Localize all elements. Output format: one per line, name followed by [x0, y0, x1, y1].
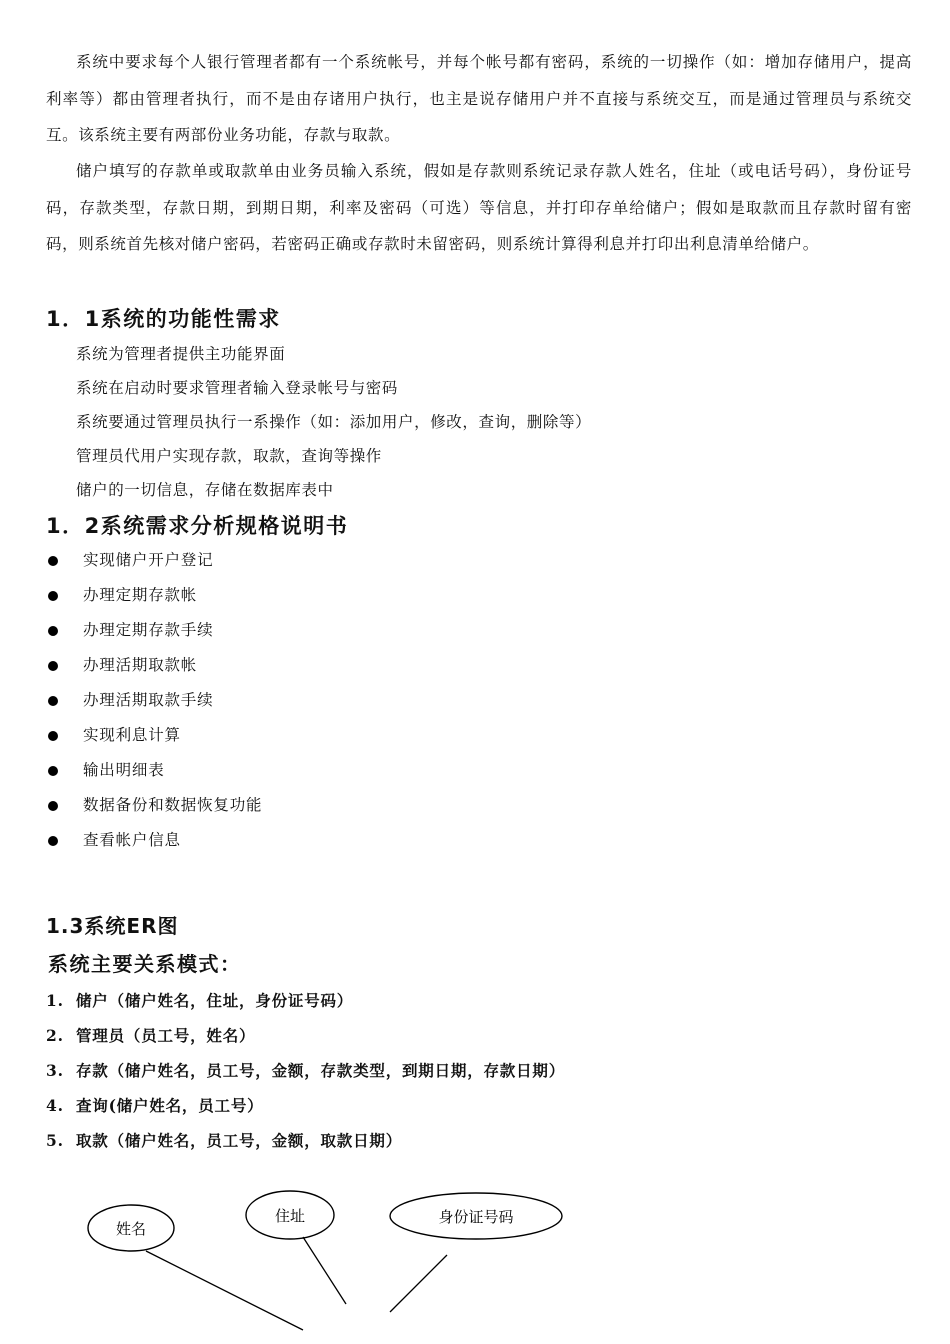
- connector-line: [146, 1251, 303, 1330]
- functional-requirements-list: [76, 337, 591, 507]
- bullet-item: 实现储户开户登记: [46, 543, 262, 578]
- intro-paragraph-2: 储户填写的存款单或取款单由业务员输入系统，假如是存款则系统记录存款人姓名，住址（或电话号码），身份证号码，存款类型，存款日期，到期日期，利率及密码（可选）等信息，并打印存单给储户；假如是取款而且存款时留有密码，则系统首先核对储户密码，若密码正确或存款时未留密码，则系统计算得利息并打印出利息清单给储户。: [46, 162, 912, 253]
- relations-subheading: 系统主要关系模式：: [48, 952, 242, 976]
- attribute-label-idnumber: 身份证号码: [438, 1208, 514, 1226]
- section-heading-1-3: 1.3系统ER图: [46, 914, 179, 938]
- bullet-dot-icon: [48, 731, 58, 741]
- er-diagram: [0, 1180, 950, 1344]
- list-item: 管理员代用户实现存款，取款，查询等操作: [76, 447, 382, 465]
- section-heading-1-2: 1．2系统需求分析规格说明书: [46, 514, 349, 538]
- bullet-item: 办理定期存款帐: [46, 578, 262, 613]
- relation-item: 1. 储户（储户姓名，住址，身份证号码）: [46, 991, 354, 1010]
- bullet-item: 查看帐户信息: [46, 823, 262, 858]
- list-item: 系统在启动时要求管理者输入登录帐号与密码: [76, 379, 399, 397]
- bullet-dot-icon: [48, 626, 58, 636]
- intro-paragraph-1: 系统中要求每个人银行管理者都有一个系统帐号，并每个帐号都有密码，系统的一切操作（如：增加存储用户，提高利率等）都由管理者执行，而不是由存诸用户执行，也主是说存储用户并不直接与系统交互，而是通过管理员与系统交互。该系统主要有两部份业务功能，存款与取款。: [46, 53, 912, 144]
- connector-line: [303, 1237, 346, 1304]
- spec-bullet-list: [46, 543, 262, 858]
- connector-line: [390, 1255, 447, 1312]
- relation-schema-list: [46, 983, 565, 1158]
- bullet-dot-icon: [48, 661, 58, 671]
- bullet-item: 办理定期存款手续: [46, 613, 262, 648]
- bullet-dot-icon: [48, 556, 58, 566]
- bullet-item: 办理活期取款帐: [46, 648, 262, 683]
- bullet-dot-icon: [48, 591, 58, 601]
- section-heading-1-1: 1．1系统的功能性需求: [46, 307, 281, 331]
- relation-item: 3. 存款（储户姓名，员工号，金额，存款类型，到期日期，存款日期）: [46, 1061, 566, 1080]
- bullet-item: 办理活期取款手续: [46, 683, 262, 718]
- list-item: 储户的一切信息，存储在数据库表中: [76, 481, 334, 499]
- bullet-dot-icon: [48, 696, 58, 706]
- bullet-item: 实现利息计算: [46, 718, 262, 753]
- bullet-item: 数据备份和数据恢复功能: [46, 788, 262, 823]
- bullet-item: 输出明细表: [46, 753, 262, 788]
- relation-item: 5. 取款（储户姓名，员工号，金额，取款日期）: [46, 1131, 403, 1150]
- attribute-label-address: 住址: [274, 1207, 306, 1225]
- attribute-label-name: 姓名: [115, 1220, 147, 1238]
- list-item: 系统要通过管理员执行一系操作（如：添加用户，修改，查询，删除等）: [76, 413, 592, 431]
- bullet-dot-icon: [48, 836, 58, 846]
- relation-item: 2. 管理员（员工号，姓名）: [46, 1026, 256, 1045]
- list-item: 系统为管理者提供主功能界面: [76, 345, 286, 363]
- bullet-dot-icon: [48, 766, 58, 776]
- relation-item: 4. 查询(储户姓名，员工号）: [46, 1096, 264, 1115]
- bullet-dot-icon: [48, 801, 58, 811]
